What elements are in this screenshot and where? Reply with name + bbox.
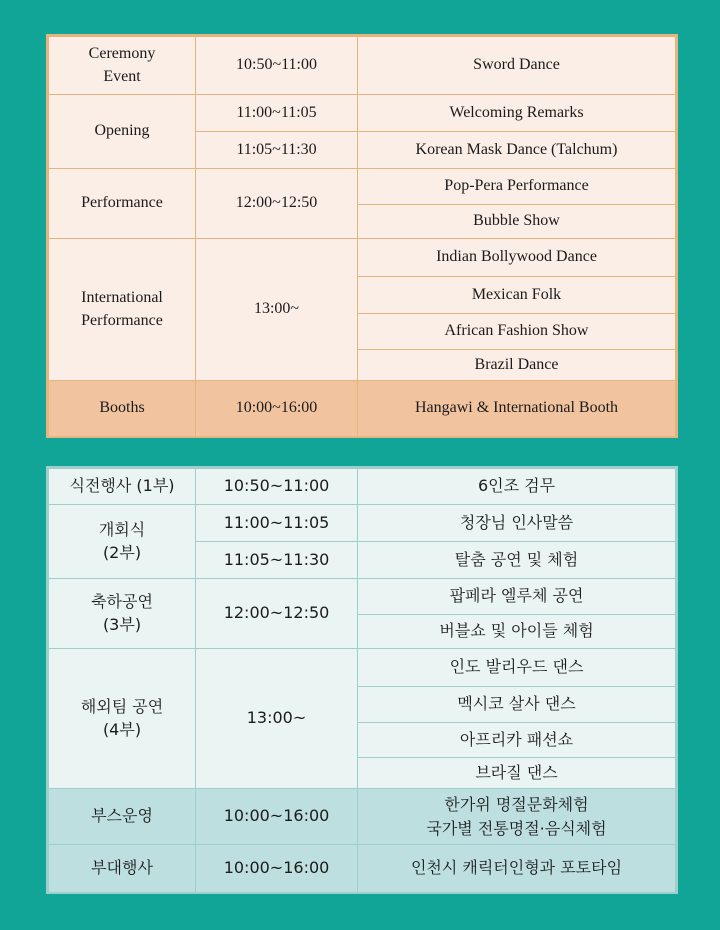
table-row (49, 239, 676, 277)
program-cell: 청장님 인사말씀 (358, 505, 676, 542)
program-cell: 버블쇼 및 아이들 체험 (358, 615, 676, 649)
program-cell: Indian Bollywood Dance (358, 239, 676, 277)
korean-schedule-table (48, 468, 676, 893)
program-cell: 멕시코 살사 댄스 (358, 687, 676, 723)
program-cell: Welcoming Remarks (358, 95, 676, 132)
program-cell: Korean Mask Dance (Talchum) (358, 132, 676, 169)
program-cell: Hangawi & International Booth (358, 381, 676, 437)
table-row (49, 649, 676, 687)
event-cell: 개회식 (2부) (49, 505, 196, 579)
event-cell: International Performance (49, 239, 196, 381)
program-cell: 탈춤 공연 및 체험 (358, 542, 676, 579)
program-cell: 브라질 댄스 (358, 758, 676, 789)
table-row (49, 845, 676, 893)
time-cell: 11:05~11:30 (196, 132, 358, 169)
time-cell: 10:50~11:00 (196, 37, 358, 95)
english-schedule-table (48, 36, 676, 437)
program-cell: Mexican Folk (358, 277, 676, 314)
event-cell: Ceremony Event (49, 37, 196, 95)
program-cell: Bubble Show (358, 205, 676, 239)
program-cell: African Fashion Show (358, 314, 676, 350)
table-row (49, 505, 676, 542)
event-cell: 부스운영 (49, 789, 196, 845)
time-cell: 12:00~12:50 (196, 169, 358, 239)
time-cell: 10:00~16:00 (196, 381, 358, 437)
table-row (49, 789, 676, 845)
program-cell: Pop-Pera Performance (358, 169, 676, 205)
english-schedule-panel (46, 34, 678, 438)
event-cell: 부대행사 (49, 845, 196, 893)
event-cell: Opening (49, 95, 196, 169)
program-cell: 인도 발리우드 댄스 (358, 649, 676, 687)
time-cell: 10:00~16:00 (196, 845, 358, 893)
program-cell: 아프리카 패션쇼 (358, 723, 676, 758)
time-cell: 11:00~11:05 (196, 505, 358, 542)
time-cell: 11:00~11:05 (196, 95, 358, 132)
table-row (49, 95, 676, 132)
time-cell: 11:05~11:30 (196, 542, 358, 579)
table-row (49, 381, 676, 437)
program-cell: 팝페라 엘루체 공연 (358, 579, 676, 615)
table-row (49, 469, 676, 505)
event-cell: Booths (49, 381, 196, 437)
event-cell: 해외팀 공연 (4부) (49, 649, 196, 789)
table-row (49, 579, 676, 615)
program-cell: 인천시 캐릭터인형과 포토타임 (358, 845, 676, 893)
event-cell: 축하공연 (3부) (49, 579, 196, 649)
table-row (49, 169, 676, 205)
program-cell: 한가위 명절문화체험 국가별 전통명절·음식체험 (358, 789, 676, 845)
time-cell: 10:00~16:00 (196, 789, 358, 845)
event-cell: Performance (49, 169, 196, 239)
program-cell: Sword Dance (358, 37, 676, 95)
event-cell: 식전행사 (1부) (49, 469, 196, 505)
program-cell: Brazil Dance (358, 350, 676, 381)
table-row (49, 37, 676, 95)
time-cell: 13:00~ (196, 649, 358, 789)
program-cell: 6인조 검무 (358, 469, 676, 505)
time-cell: 10:50~11:00 (196, 469, 358, 505)
time-cell: 12:00~12:50 (196, 579, 358, 649)
time-cell: 13:00~ (196, 239, 358, 381)
korean-schedule-panel (46, 466, 678, 894)
